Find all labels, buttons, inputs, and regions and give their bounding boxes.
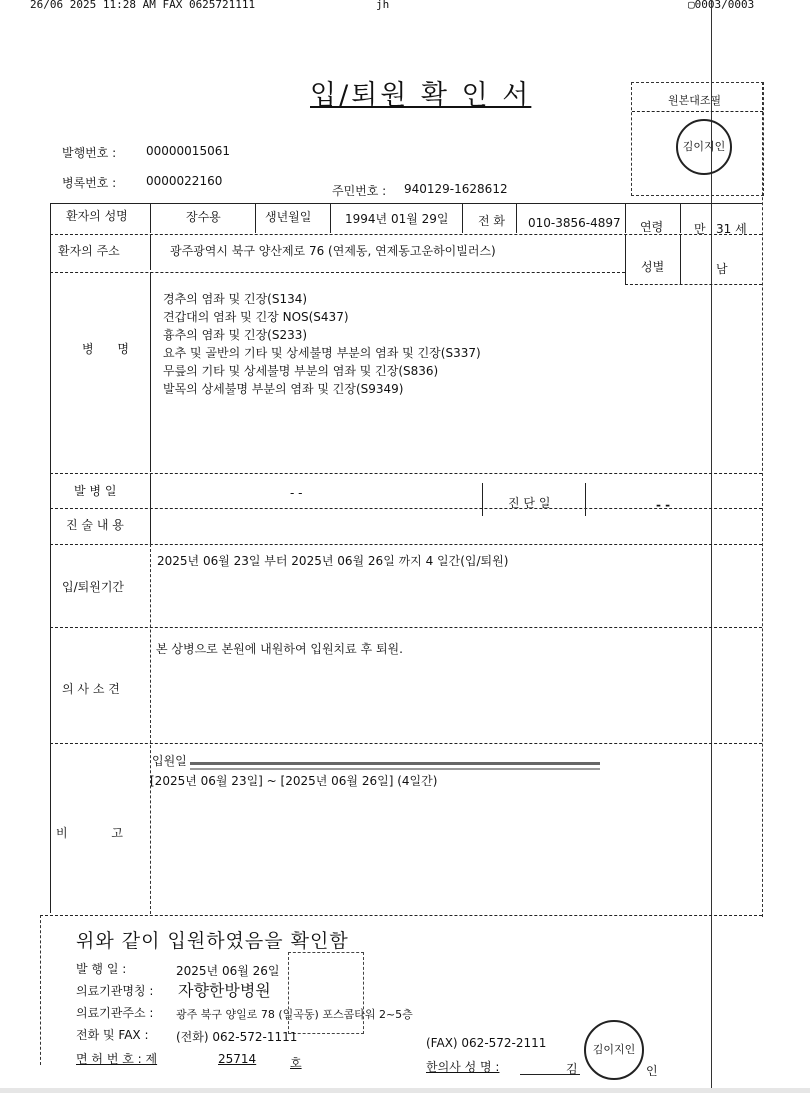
- tel-fax-label: 전화 및 FAX :: [76, 1028, 149, 1042]
- issue-number: 00000015061: [146, 144, 230, 158]
- license-suffix: 호: [290, 1056, 302, 1070]
- scan-edge: [0, 1088, 810, 1093]
- disease-item: 흉추의 염좌 및 긴장(S233): [163, 328, 308, 342]
- birth-date: 1994년 01월 29일: [345, 212, 449, 226]
- period-text: 2025년 06월 23일 부터 2025년 06월 26일 까지 4 일간(입/퇴원): [157, 554, 509, 568]
- fax-page-icon: ▢: [688, 0, 695, 11]
- redaction-bar: [190, 768, 600, 770]
- sex-value: 남: [716, 262, 728, 276]
- statement-label: 진 술 내 용: [66, 518, 124, 532]
- document-title: 입/퇴원 확 인 서: [310, 80, 532, 111]
- hospital-fax: (FAX) 062-572-2111: [426, 1036, 547, 1050]
- hospital-phone: (전화) 062-572-1111: [176, 1030, 298, 1044]
- age-value: 31 세: [716, 222, 747, 236]
- fax-header-mid: jh: [376, 0, 390, 11]
- hospital-address-label: 의료기관주소 :: [76, 1006, 154, 1020]
- remark-label: 비 고: [56, 826, 123, 840]
- disease-item: 무릎의 기타 및 상세불명 부분의 염좌 및 긴장(S836): [163, 364, 439, 378]
- sex-label: 성별: [641, 260, 665, 274]
- age-label: 연령: [640, 220, 664, 234]
- disease-label: 병 명: [82, 342, 129, 356]
- disease-item: 경추의 염좌 및 긴장(S134): [163, 292, 308, 306]
- fax-header-left: 26/06 2025 11:28 AM FAX 0625721111: [30, 0, 256, 11]
- disease-item: 요추 및 골반의 기타 및 상세불명 부분의 염좌 및 긴장(S337): [163, 346, 481, 360]
- opinion-label: 의 사 소 견: [62, 682, 120, 696]
- issue-date: 2025년 06월 26일: [176, 964, 280, 978]
- disease-item: 견갑대의 염좌 및 긴장 NOS(S437): [163, 310, 349, 324]
- disease-list: [163, 290, 481, 398]
- doctor-name-label: 한의사 성 명 :: [426, 1060, 500, 1074]
- hospital-label: 의료기관명칭 :: [76, 984, 154, 998]
- doctor-seal: 김이지인: [676, 119, 732, 175]
- resident-number: 940129-1628612: [404, 182, 508, 196]
- patient-name-label: 환자의 성명: [66, 209, 128, 223]
- doctor-name: 김: [566, 1062, 578, 1076]
- remark-line-2: [2025년 06월 23일] ~ [2025년 06월 26일] (4일간): [150, 774, 438, 788]
- issue-number-label: 발행번호 :: [62, 146, 117, 160]
- patient-name: 장수용: [186, 210, 221, 224]
- patient-address: 광주광역시 북구 양산제로 76 (연제동, 연제동고운하이빌러스): [170, 244, 496, 258]
- record-number-label: 병록번호 :: [62, 176, 117, 190]
- redaction-bar: [190, 762, 600, 765]
- hospital-seal: [288, 952, 364, 1034]
- resident-number-label: 주민번호 :: [332, 184, 387, 198]
- hospital-name: 자향한방병원: [178, 981, 271, 1000]
- hospital-address: 광주 북구 양일로 78 (일곡동) 포스콤타워 2~5층: [176, 1008, 413, 1021]
- confirmation-text: 위와 같이 입원하였음을 확인함: [76, 930, 349, 952]
- diagnosis-label: 진 단 일: [508, 496, 551, 510]
- phone-number: 010-3856-4897: [528, 216, 621, 230]
- license-label: 면 허 번 호 : 제: [76, 1052, 158, 1066]
- onset-label: 발 병 일: [74, 484, 117, 498]
- birth-label: 생년월일: [265, 210, 312, 224]
- record-number: 0000022160: [146, 174, 223, 188]
- diagnosis-value: - -: [656, 498, 671, 512]
- address-label: 환자의 주소: [58, 244, 120, 258]
- age-prefix: 만: [694, 222, 706, 236]
- phone-label: 전 화: [478, 214, 505, 228]
- seal-suffix: 인: [646, 1064, 658, 1078]
- doctor-seal-bottom: 김이지인: [584, 1020, 644, 1080]
- original-stamp-box: [631, 82, 764, 196]
- original-stamp-label: 원본대조필: [668, 94, 722, 107]
- license-number: 25714: [218, 1052, 257, 1066]
- issue-date-label: 발 행 일 :: [76, 962, 127, 976]
- remark-line-1: 입원일: [152, 754, 187, 768]
- disease-item: 발목의 상세불명 부분의 염좌 및 긴장(S9349): [163, 382, 404, 396]
- fax-header-page: ▢0003/0003: [688, 0, 755, 11]
- opinion-text: 본 상병으로 본원에 내원하여 입원치료 후 퇴원.: [156, 642, 403, 656]
- period-label: 입/퇴원기간: [62, 580, 125, 594]
- onset-value: - -: [290, 486, 303, 500]
